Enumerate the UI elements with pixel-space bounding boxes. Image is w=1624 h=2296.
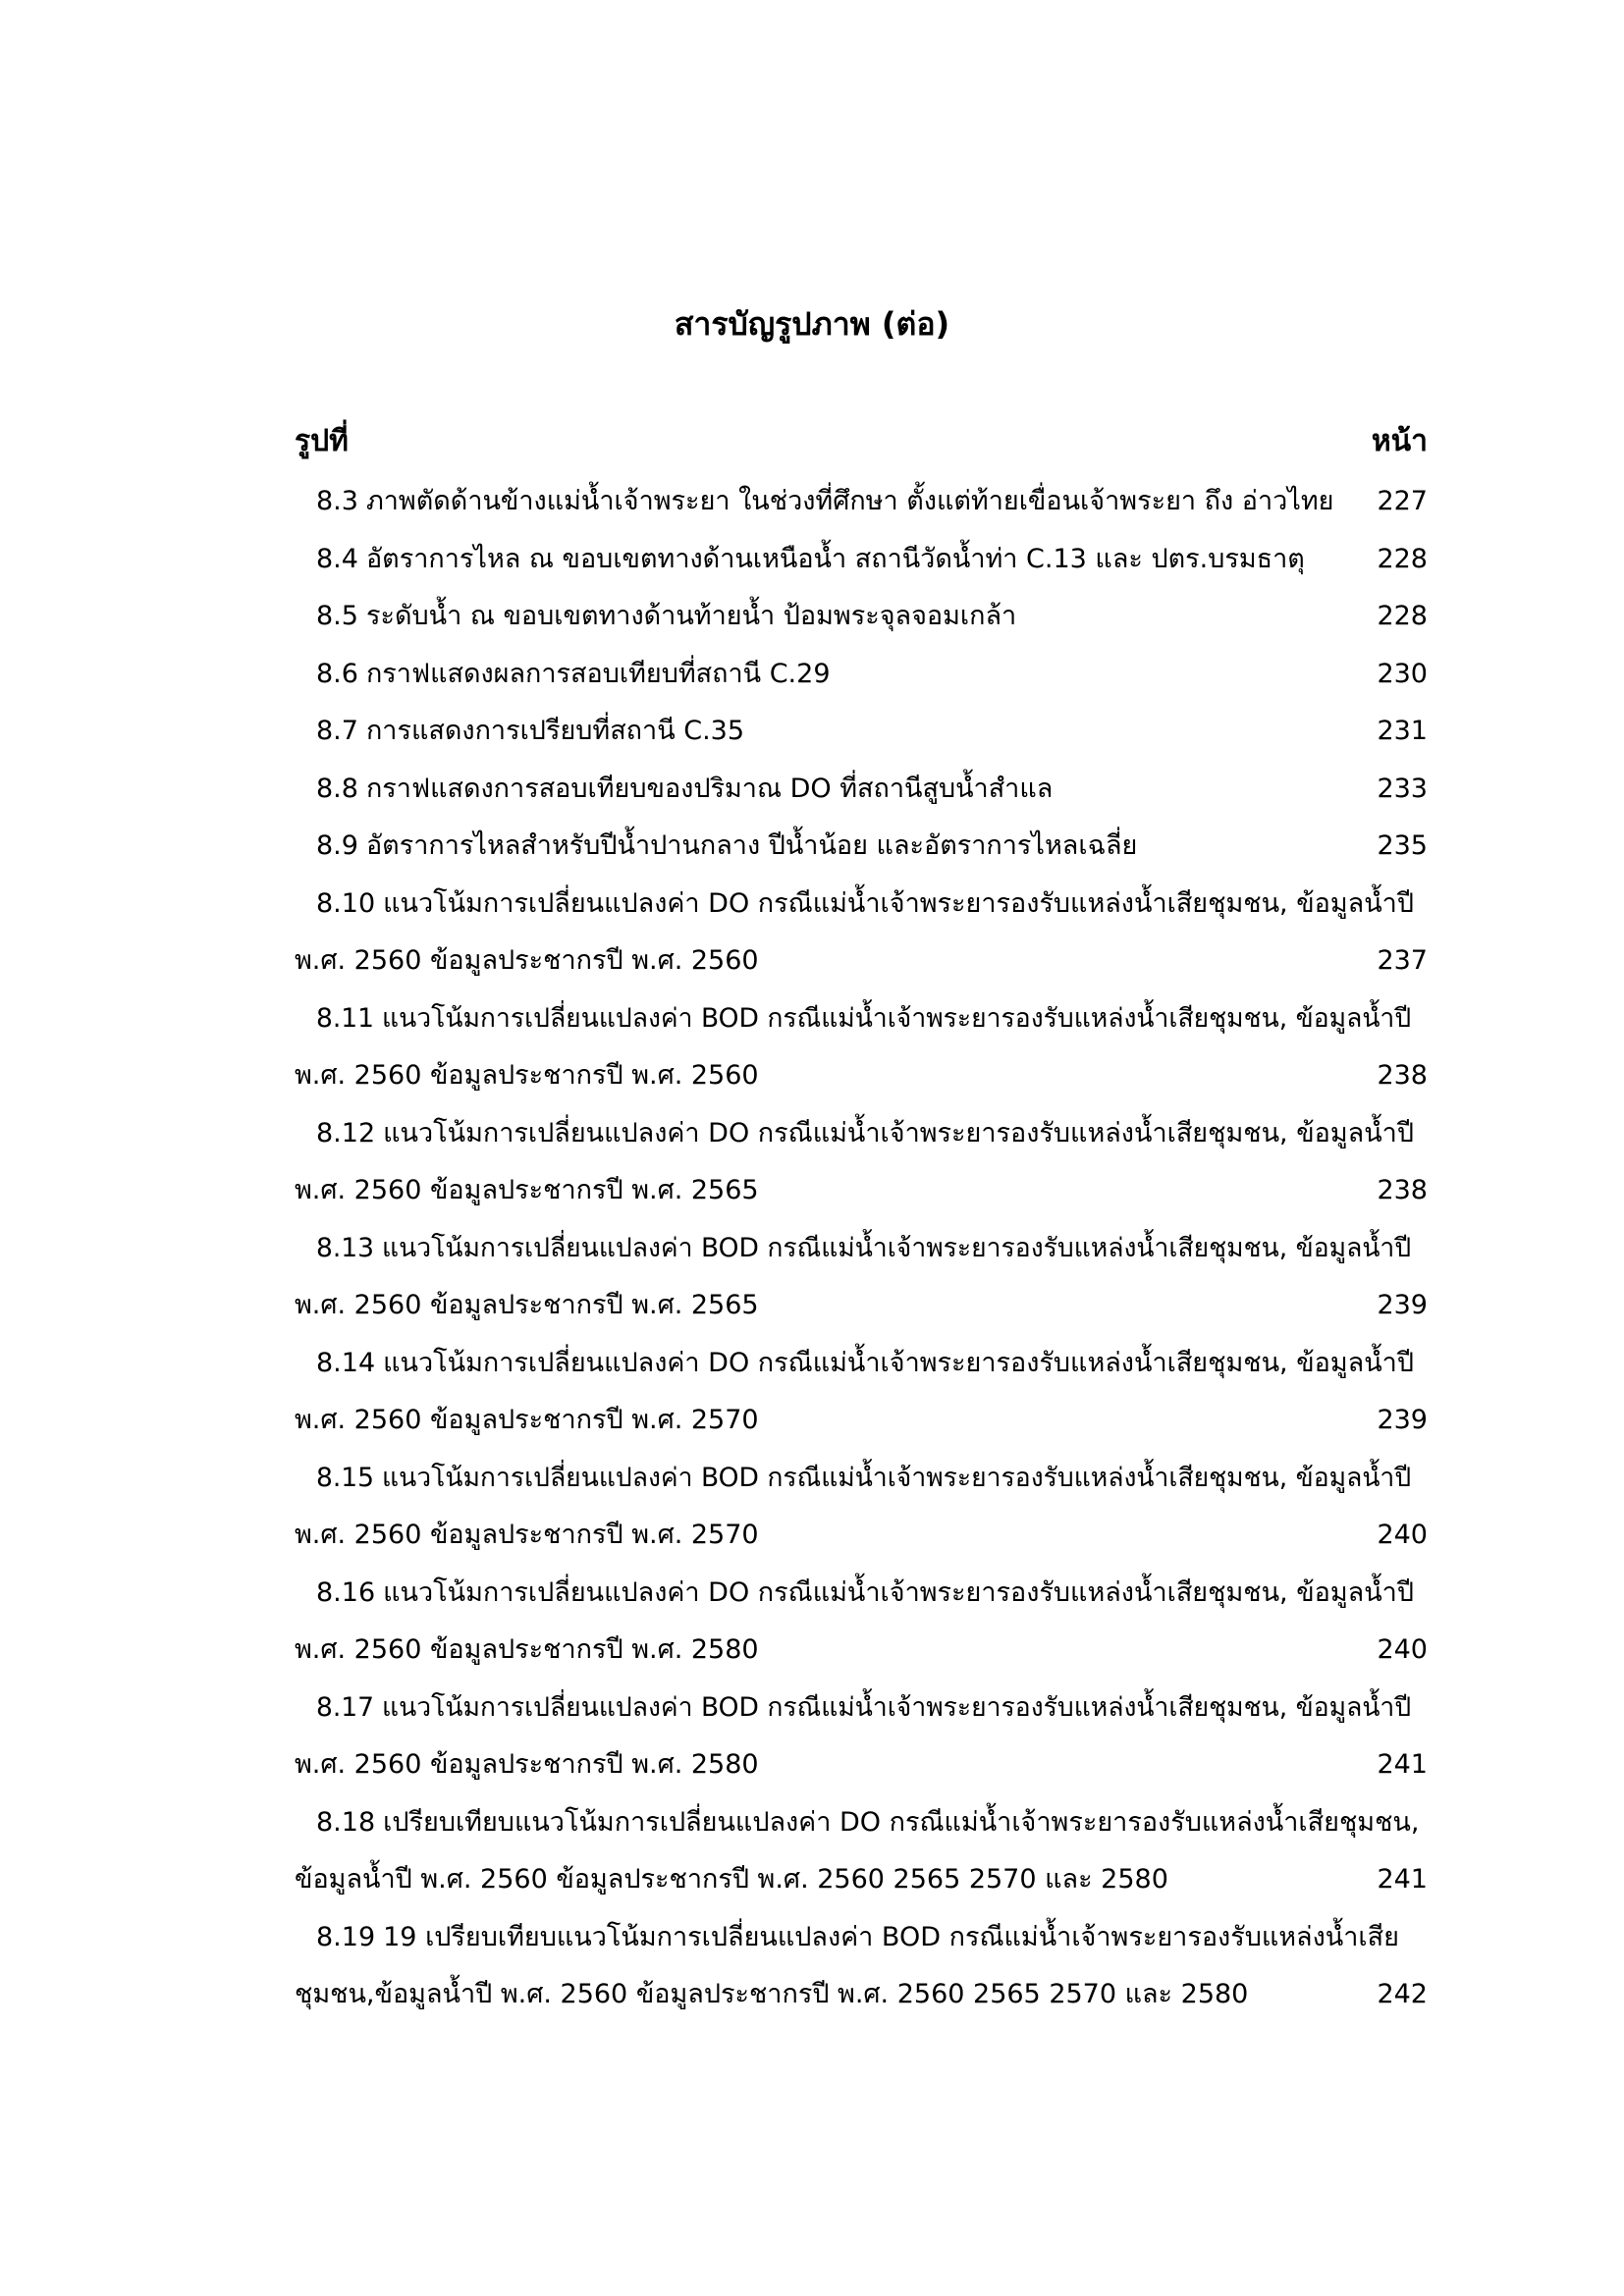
page-number: 238: [1377, 1175, 1428, 1205]
page-number: 227: [1377, 486, 1428, 516]
figure-caption-continued: พ.ศ. 2560 ข้อมูลประชากรปี พ.ศ. 2580: [295, 1634, 759, 1665]
list-item[interactable]: [295, 818, 1428, 876]
figure-caption-continued: ข้อมูลน้ำปี พ.ศ. 2560 ข้อมูลประชากรปี พ.ศ. 2560 2565 2570 และ 2580: [295, 1864, 1168, 1895]
figure-number: 8.3: [316, 486, 358, 516]
entry-continuation-line: [295, 1162, 1428, 1220]
page-number: 237: [1377, 945, 1428, 976]
list-item[interactable]: [295, 1335, 1428, 1450]
page-number: 239: [1377, 1405, 1428, 1435]
list-item[interactable]: [295, 1450, 1428, 1565]
figure-caption: เปรียบเทียบแนวโน้มการเปลี่ยนแปลงค่า DO กรณีแม่น้ำเจ้าพระยารองรับแหล่งน้ำเสียชุมชน,: [383, 1806, 1420, 1838]
page-number: 238: [1377, 1060, 1428, 1091]
list-item[interactable]: [295, 703, 1428, 761]
figure-caption-continued: พ.ศ. 2560 ข้อมูลประชากรปี พ.ศ. 2570: [295, 1405, 759, 1435]
entry-continuation-line: [295, 1507, 1428, 1565]
figure-caption-continued: พ.ศ. 2560 ข้อมูลประชากรปี พ.ศ. 2565: [295, 1290, 759, 1320]
entry-continuation-line: [295, 1966, 1428, 2024]
page-number: 241: [1377, 1864, 1428, 1895]
page-number: 233: [1377, 773, 1428, 804]
figure-number: 8.13: [316, 1232, 375, 1263]
figure-number: 8.17: [316, 1691, 375, 1723]
figure-caption-continued: พ.ศ. 2560 ข้อมูลประชากรปี พ.ศ. 2580: [295, 1749, 759, 1780]
page-title: สารบัญรูปภาพ (ต่อ): [674, 305, 950, 343]
entry-line: [295, 1450, 1428, 1508]
figure-number: 8.14: [316, 1347, 376, 1378]
figure-caption: ภาพตัดด้านข้างแม่น้ำเจ้าพระยา ในช่วงที่ศึกษา ตั้งแต่ท้ายเขื่อนเจ้าพระยา ถึง อ่าวไทย: [365, 486, 1334, 516]
entry-line: [295, 876, 1428, 934]
figure-number: 8.5: [316, 601, 358, 631]
figure-caption: กราฟแสดงผลการสอบเทียบที่สถานี C.29: [365, 658, 831, 689]
list-item[interactable]: [295, 990, 1428, 1105]
figure-list: [295, 473, 1428, 2024]
figure-caption-continued: พ.ศ. 2560 ข้อมูลประชากรปี พ.ศ. 2560: [295, 945, 759, 976]
page-number: 231: [1377, 716, 1428, 746]
page-number: 240: [1377, 1634, 1428, 1665]
list-item[interactable]: [295, 1105, 1428, 1220]
figure-caption: การแสดงการเปรียบที่สถานี C.35: [365, 716, 745, 746]
figure-number: 8.4: [316, 543, 358, 574]
page-number: 228: [1377, 601, 1428, 631]
figure-number: 8.16: [316, 1576, 376, 1608]
figure-number: 8.8: [316, 773, 358, 804]
figure-number: 8.10: [316, 887, 376, 919]
page-number: 239: [1377, 1290, 1428, 1320]
entry-line: [295, 646, 1428, 704]
list-item[interactable]: [295, 531, 1428, 589]
list-item[interactable]: [295, 1794, 1428, 1909]
list-item[interactable]: [295, 876, 1428, 990]
figure-number: 8.9: [316, 830, 358, 861]
entry-line: [295, 1909, 1428, 1967]
figure-caption: แนวโน้มการเปลี่ยนแปลงค่า BOD กรณีแม่น้ำเจ้าพระยารองรับแหล่งน้ำเสียชุมชน, ข้อมูลน้ำปี: [382, 1002, 1412, 1034]
figure-caption: แนวโน้มการเปลี่ยนแปลงค่า BOD กรณีแม่น้ำเจ้าพระยารองรับแหล่งน้ำเสียชุมชน, ข้อมูลน้ำปี: [382, 1462, 1412, 1493]
figure-caption: แนวโน้มการเปลี่ยนแปลงค่า BOD กรณีแม่น้ำเจ้าพระยารองรับแหล่งน้ำเสียชุมชน, ข้อมูลน้ำปี: [382, 1691, 1412, 1723]
figure-caption: แนวโน้มการเปลี่ยนแปลงค่า BOD กรณีแม่น้ำเจ้าพระยารองรับแหล่งน้ำเสียชุมชน, ข้อมูลน้ำปี: [382, 1232, 1412, 1263]
figure-caption-continued: พ.ศ. 2560 ข้อมูลประชากรปี พ.ศ. 2570: [295, 1520, 759, 1550]
page-number: 230: [1377, 658, 1428, 689]
figure-caption: แนวโน้มการเปลี่ยนแปลงค่า DO กรณีแม่น้ำเจ้าพระยารองรับแหล่งน้ำเสียชุมชน, ข้อมูลน้ำปี: [383, 1117, 1414, 1148]
entry-continuation-line: [295, 933, 1428, 990]
entry-continuation-line: [295, 1047, 1428, 1105]
figure-number: 8.18: [316, 1806, 376, 1838]
figure-caption: 19 เปรียบเทียบแนวโน้มการเปลี่ยนแปลงค่า BOD กรณีแม่น้ำเจ้าพระยารองรับแหล่งน้ำเสีย: [383, 1921, 1399, 1952]
list-item[interactable]: [295, 473, 1428, 531]
page-number: 235: [1377, 830, 1428, 861]
entry-line: [295, 818, 1428, 876]
figure-caption-continued: พ.ศ. 2560 ข้อมูลประชากรปี พ.ศ. 2565: [295, 1175, 759, 1205]
figure-column-header: รูปที่: [295, 424, 349, 458]
entry-line: [295, 703, 1428, 761]
figure-caption-continued: ชุมชน,ข้อมูลน้ำปี พ.ศ. 2560 ข้อมูลประชากรปี พ.ศ. 2560 2565 2570 และ 2580: [295, 1979, 1249, 2009]
entry-line: [295, 588, 1428, 646]
page-number: 240: [1377, 1520, 1428, 1550]
entry-line: [295, 1794, 1428, 1852]
entry-continuation-line: [295, 1622, 1428, 1680]
entry-line: [295, 1565, 1428, 1623]
figure-number: 8.15: [316, 1462, 375, 1493]
page-column-header: หน้า: [1371, 424, 1428, 458]
figure-number: 8.19: [316, 1921, 376, 1952]
figure-caption: แนวโน้มการเปลี่ยนแปลงค่า DO กรณีแม่น้ำเจ้าพระยารองรับแหล่งน้ำเสียชุมชน, ข้อมูลน้ำปี: [383, 1576, 1414, 1608]
entry-line: [295, 531, 1428, 589]
entry-line: [295, 1105, 1428, 1163]
entry-line: [295, 990, 1428, 1048]
list-item[interactable]: [295, 646, 1428, 704]
figure-number: 8.12: [316, 1117, 376, 1148]
entry-line: [295, 761, 1428, 819]
list-item[interactable]: [295, 1909, 1428, 2024]
entry-line: [295, 473, 1428, 531]
entry-continuation-line: [295, 1392, 1428, 1450]
entry-continuation-line: [295, 1277, 1428, 1335]
entry-line: [295, 1220, 1428, 1278]
figure-caption-continued: พ.ศ. 2560 ข้อมูลประชากรปี พ.ศ. 2560: [295, 1060, 759, 1091]
list-item[interactable]: [295, 588, 1428, 646]
figure-number: 8.6: [316, 658, 358, 689]
figure-caption: กราฟแสดงการสอบเทียบของปริมาณ DO ที่สถานีสูบน้ำสำแล: [365, 773, 1054, 804]
list-item[interactable]: [295, 1680, 1428, 1794]
list-item[interactable]: [295, 1220, 1428, 1335]
entry-continuation-line: [295, 1736, 1428, 1794]
figure-caption: อัตราการไหล ณ ขอบเขตทางด้านเหนือน้ำ สถานีวัดน้ำท่า C.13 และ ปตร.บรมธาตุ: [365, 543, 1305, 574]
list-item[interactable]: [295, 1565, 1428, 1680]
entry-continuation-line: [295, 1851, 1428, 1909]
figure-caption: แนวโน้มการเปลี่ยนแปลงค่า DO กรณีแม่น้ำเจ้าพระยารองรับแหล่งน้ำเสียชุมชน, ข้อมูลน้ำปี: [383, 1347, 1414, 1378]
figure-number: 8.7: [316, 716, 358, 746]
figure-caption: ระดับน้ำ ณ ขอบเขตทางด้านท้ายน้ำ ป้อมพระจุลจอมเกล้า: [365, 601, 1017, 631]
figure-caption: อัตราการไหลสำหรับปีน้ำปานกลาง ปีน้ำน้อย และอัตราการไหลเฉลี่ย: [365, 830, 1138, 861]
figure-caption: แนวโน้มการเปลี่ยนแปลงค่า DO กรณีแม่น้ำเจ้าพระยารองรับแหล่งน้ำเสียชุมชน, ข้อมูลน้ำปี: [383, 887, 1414, 919]
figure-number: 8.11: [316, 1002, 375, 1034]
entry-line: [295, 1680, 1428, 1737]
page-number: 242: [1377, 1979, 1428, 2009]
page-number: 228: [1377, 543, 1428, 574]
page-number: 241: [1377, 1749, 1428, 1780]
list-item[interactable]: [295, 761, 1428, 819]
entry-line: [295, 1335, 1428, 1393]
